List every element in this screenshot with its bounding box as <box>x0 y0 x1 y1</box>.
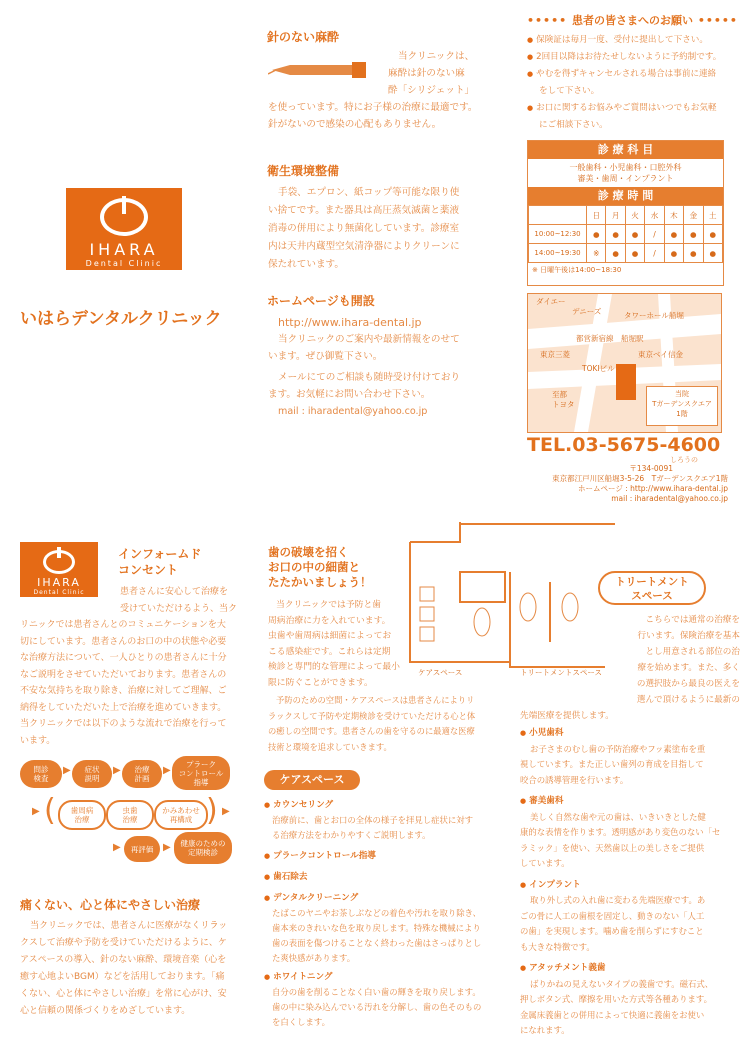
painless-text <box>20 918 252 1020</box>
fight-line: 周病治療に力を入れています。 <box>268 615 391 626</box>
map-label: 1階 <box>676 410 688 418</box>
day-cell: 土 <box>703 206 722 225</box>
homepage-line: います。ぜひ御覧下さい。 <box>268 351 383 362</box>
ic-line: な治療方法について、一人ひとりの患者さんに十分 <box>20 653 227 663</box>
mark-cell: ● <box>664 244 683 263</box>
fight-line: 当クリニックでは予防と歯 <box>276 600 382 610</box>
painless-line: くない、心と体にやさしい治療」を常に心がけ、安 <box>20 989 227 999</box>
fight-title-line: お口の中の細菌と <box>268 560 360 574</box>
treat-line: も大きな特徴です。 <box>520 941 595 952</box>
address: 東京都江戸川区船堀3-5-26 Tガーデンスクエア1階 <box>552 474 728 483</box>
treat-title <box>598 571 706 605</box>
fight-line: の癒しの空間です。患者さんの歯を守るのに最適な医療 <box>268 726 475 736</box>
care-head: ● デンタルクリーニング <box>264 891 500 906</box>
top-logo <box>66 188 182 270</box>
flow-step: 治療 計画 <box>122 760 162 788</box>
care-line: た爽快感があります。 <box>272 953 356 963</box>
map-label: ダイエー <box>536 297 566 306</box>
homepage-text <box>268 314 493 420</box>
map-label: TOKIビル <box>582 364 615 373</box>
needle-title: 針のない麻酔 <box>267 30 340 44</box>
notice-item: ● 保険証は毎月一度、受付に提出して下さい。 <box>527 32 737 49</box>
notice-item: ● お口に関するお悩みやご質問はいつでもお気軽 <box>527 100 737 117</box>
fight-line: 技術と環境を追求していきます。 <box>268 741 392 752</box>
arrow-right-icon: ▶ <box>222 806 230 817</box>
day-cell: 日 <box>587 206 606 225</box>
treat-intro-line: 先端医療を提供します。 <box>520 711 614 721</box>
day-cell: 水 <box>645 206 664 225</box>
day-cell: 木 <box>664 206 683 225</box>
treat-line: 視しています。また正しい歯列の育成を目指して <box>520 759 704 769</box>
painless-line: 当クリニックでは、患者さんに医療がなくリラッ <box>30 921 228 931</box>
treat-line: 美しく自然な歯や元の歯は、いきいきとした健 <box>530 811 706 822</box>
notice-item-cont: をして下さい。 <box>539 86 600 96</box>
mark-cell: ● <box>684 244 703 263</box>
flow-step: 症状 説明 <box>72 760 112 788</box>
fight-line: 虫歯や歯周病は細菌によってお <box>268 631 392 641</box>
care-line: 歯の中に染み込んでいる汚れを分解し、歯の色そのもの <box>272 1002 482 1012</box>
day-cell: 月 <box>606 206 625 225</box>
mark-cell: ● <box>703 244 722 263</box>
notice-item: ● 2回目以降はお待たせしないように予約制です。 <box>527 49 737 66</box>
flow-step: プラーク コントロール 指導 <box>172 756 230 790</box>
painless-line: アスペースの導入、針のない麻酔、環境音楽（心を <box>20 955 227 965</box>
logo-sub: Dental Clinic <box>85 259 163 268</box>
logo-sub: Dental Clinic <box>33 589 85 596</box>
treat-intro-line: こちらでは通常の治療を <box>645 615 740 625</box>
care-line: 歯本来のきれいな色を取り戻します。特殊な機械により <box>272 923 481 933</box>
map-label: 当院 <box>675 390 689 398</box>
treat-line: お子さまのむし歯の予防治療やフッ素塗布を重 <box>530 743 706 754</box>
logo-brand: IHARA <box>89 240 159 259</box>
treat-line: ラミック」を使い、天然歯以上の美しさをご提供 <box>520 842 705 853</box>
treat-head: ● 小児歯科 <box>520 726 742 742</box>
fight-title-line: たたかいましょう！ <box>268 575 372 589</box>
day-cell: 火 <box>625 206 644 225</box>
mark-cell: ● <box>664 225 683 244</box>
clinic-name: いはらデンタルクリニック <box>20 309 222 329</box>
time-cell: 10:00~12:30 <box>529 225 587 244</box>
mark-cell: ● <box>684 225 703 244</box>
care-head: ● カウンセリング <box>264 798 500 813</box>
logo-brand: IHARA <box>37 576 81 589</box>
homepage-url[interactable]: http://www.ihara-dental.jp <box>278 316 422 329</box>
mark-cell: ● <box>625 225 644 244</box>
hours-row <box>529 244 723 263</box>
fight-title-line: 歯の破壊を招く <box>268 545 349 559</box>
schedule-box <box>527 140 724 286</box>
fight-text-b <box>268 693 500 755</box>
ic-title-line: コンセント <box>118 563 179 577</box>
notice-item: ● やむを得ずキャンセルされる場合は事前に連絡 <box>527 66 737 83</box>
mark-cell: ● <box>625 244 644 263</box>
care-title: ケアスペース <box>264 770 360 790</box>
treat-line: ごの骨に人工の歯根を固定し、動きのない「人工 <box>520 910 705 921</box>
hours-corner <box>529 206 587 225</box>
treat-sections <box>520 726 742 1039</box>
needle-line: 酔「シリジェット」 <box>388 85 475 96</box>
hours-header-row <box>529 206 723 225</box>
care-line: 自分の歯を削ることなく白い歯の輝きを取り戻します。 <box>272 987 481 997</box>
hygiene-line: 手袋、エプロン、紙コップ等可能な限り使 <box>278 187 460 198</box>
arrow-right-icon: ▶ <box>163 765 171 776</box>
map-label: Tガーデンスクエア <box>652 400 712 408</box>
ic-line: 切にしています。患者さんのお口の中の状態や必要 <box>20 636 227 647</box>
ic-line: 当クリニックでは以下のような流れで治療を行って <box>20 719 227 729</box>
fight-line: 予防のための空間・ケアスペースは患者さんによりリ <box>276 695 475 705</box>
treat-line: 康的な表情を作ります。透明感があり変色のない「セ <box>520 827 721 837</box>
contact-homepage[interactable]: ホームページ : http://www.ihara-dental.jp <box>577 484 728 493</box>
arrow-right-icon: ▶ <box>113 842 121 853</box>
mark-cell: ● <box>703 225 722 244</box>
homepage-line: 当クリニックのご案内や最新情報をのせて <box>278 334 460 345</box>
hours-row <box>529 225 723 244</box>
flow-step: かみあわせ 再構成 <box>154 800 208 830</box>
hygiene-line: 内は天井内蔵型空気清浄器によりクリーンに <box>268 241 460 252</box>
mark-cell: ※ <box>587 244 606 263</box>
tel[interactable]: TEL.03-5675-4600 <box>527 434 721 456</box>
care-line: たばこのヤニやお茶しぶなどの着色や汚れを取り除き、 <box>272 908 482 918</box>
map-label: タワーホール船堀 <box>624 311 684 320</box>
homepage-mail[interactable]: mail : iharadental@yahoo.co.jp <box>278 406 428 417</box>
painless-line: 癒す心地よいBGM）などを活用しております。「痛 <box>20 972 225 982</box>
needle-line: 針がないので感染の心配もありません。 <box>268 119 442 130</box>
contact-mail[interactable]: mail : iharadental@yahoo.co.jp <box>611 494 728 503</box>
fight-line: ラックスして予防や定期検診を受けていただける心と体 <box>268 710 476 721</box>
postal: 〒134-0091 <box>629 464 673 473</box>
notice-list <box>527 32 737 134</box>
bracket-left: ( <box>44 793 56 828</box>
mark-cell: ● <box>606 244 625 263</box>
logo-mark-icon <box>43 550 75 574</box>
floor-care-label: ケアスペース <box>418 668 463 677</box>
care-head: ● プラークコントロール指導 <box>264 849 500 864</box>
mark-cell: / <box>645 225 664 244</box>
treat-intro-line: 選んで頂けるように最新の <box>636 695 740 705</box>
treat-intro <box>520 612 740 724</box>
arrow-right-icon: ▶ <box>163 842 171 853</box>
day-cell: 金 <box>684 206 703 225</box>
treat-line: になれます。 <box>520 1025 570 1035</box>
ic-line: 納得をしていただいた上で治療を進めていきます。 <box>20 702 227 713</box>
notice-item-cont: にご相談下さい。 <box>539 120 608 130</box>
shinryo-line1: 一般歯科・小児歯科・口腔外科 <box>569 163 682 172</box>
ic-line: リニックでは患者さんとのコミュニケーションを大 <box>20 620 226 630</box>
treat-title-line: スペース <box>631 590 673 602</box>
care-line: 歯の表面を傷つけることなく終わった歯はさっぱりとし <box>272 938 482 948</box>
treat-intro-line: とし用意される部位の治 <box>645 647 740 657</box>
map-label: デニーズ <box>572 307 602 316</box>
needle-line: を使っています。特にお子様の治療に最適です。 <box>268 102 478 113</box>
time-cell: 14:00~19:30 <box>529 244 587 263</box>
flow-step: 虫歯 治療 <box>106 800 154 830</box>
treat-intro-line: の選択肢から最良の医えを <box>636 679 740 689</box>
arrow-right-icon: ▶ <box>32 806 40 817</box>
arrow-right-icon: ▶ <box>63 765 71 776</box>
treat-head: ● 審美歯科 <box>520 794 742 810</box>
hours-title: 診 療 時 間 <box>528 187 723 205</box>
homepage-line: メールにてのご相談も随時受け付けており <box>278 372 461 383</box>
floor-treat-label: トリートメントスペース <box>520 668 602 677</box>
care-line: 治療前に、歯とお口の全体の様子を拝見し症状に対す <box>272 815 473 825</box>
treat-intro-line: 療を始めます。また、多く <box>637 663 740 673</box>
hygiene-line: い捨てです。また器具は高圧蒸気滅菌と薬液 <box>268 205 460 216</box>
tel-reading: しろうの <box>670 456 698 464</box>
hygiene-line: 保たれています。 <box>268 259 344 270</box>
ic-line: なご説明をさせていただいております。患者さんの <box>20 669 227 680</box>
flow-step: 歯周病 治療 <box>58 800 106 830</box>
homepage-line: ます。お気軽にお問い合わせ下さい。 <box>268 389 431 400</box>
map-label: 東京三菱 <box>540 350 570 359</box>
ic-line: 不安な気持ちを取り除き、治療に対してご理解、ご <box>20 686 227 696</box>
mark-cell: / <box>645 244 664 263</box>
care-line: る治療方法をわかりやすくご説明します。 <box>272 830 431 840</box>
treat-line: 咬合の誘導管理を行います。 <box>520 774 629 785</box>
notice-title: ••••• 患者の皆さまへのお願い ••••• <box>527 14 738 27</box>
map-clinic-box <box>646 386 718 426</box>
logo-mark-icon <box>100 198 148 236</box>
needle-text <box>268 48 478 133</box>
painless-line: クスして治療や予防を受けていただけるように、ケ <box>20 938 227 948</box>
notice-title-text: 患者の皆さまへのお願い <box>571 14 693 27</box>
ic-line: 受けていただけるよう、当ク <box>120 603 238 614</box>
treat-line: の歯」を実現します。噛め歯を削らずにすむこと <box>520 926 704 936</box>
shinryo-line2: 審美・歯周・インプラント <box>577 174 674 183</box>
contact-block <box>528 464 728 504</box>
fight-line: 検診と専門的な管理によって最小 <box>268 662 400 672</box>
care-line: を白くします。 <box>272 1017 330 1027</box>
flow-step: 問診 検査 <box>20 760 62 788</box>
map-label: トヨタ <box>552 400 575 409</box>
painless-title: 痛くない、心と体にやさしい治療 <box>20 898 201 912</box>
ic-line: 患者さんに安心して治療を <box>120 587 229 597</box>
care-sections <box>264 798 500 1030</box>
map-label: 東京ベイ信金 <box>638 350 683 359</box>
hygiene-line: 消毒の併用により無菌化しています。診療室 <box>268 223 460 234</box>
care-head: ● 歯石除去 <box>264 870 500 885</box>
treat-head: ● インプラント <box>520 878 742 894</box>
needle-line: 当クリニックは、 <box>398 51 475 62</box>
bracket-right: ) <box>206 793 218 828</box>
care-head: ● ホワイトニング <box>264 970 500 985</box>
ic-title-line: インフォームド <box>118 547 202 561</box>
mark-cell: ● <box>606 225 625 244</box>
fight-line: 限に防ぐことができます。 <box>268 677 373 688</box>
arrow-right-icon: ▶ <box>113 765 121 776</box>
flow-step: 健康のための 定期検診 <box>174 832 232 864</box>
hygiene-title: 衛生環境整備 <box>267 164 340 178</box>
hours-note: ※ 日曜午後は14:00~18:30 <box>532 266 622 274</box>
shinryo-title: 診 療 科 目 <box>528 141 723 159</box>
treat-line: しています。 <box>520 858 570 868</box>
flow-step: 再評価 <box>124 836 160 862</box>
hygiene-text <box>268 184 488 274</box>
access-map <box>527 293 722 433</box>
treat-line: 取り外し式の入れ歯に変わる先端医療です。あ <box>530 895 706 905</box>
needle-line: 麻酔は針のない麻 <box>388 68 465 79</box>
ic-text <box>20 584 250 749</box>
homepage-title: ホームページも開設 <box>267 294 375 308</box>
treat-title-line: トリートメント <box>615 576 689 588</box>
treat-intro-line: 行います。保険治療を基本 <box>637 631 740 641</box>
ic-line: います。 <box>20 735 56 746</box>
painless-line: 心と信頼の関係づくりをめざしています。 <box>20 1006 191 1016</box>
map-label: 至都 <box>552 390 567 399</box>
map-label: 都営新宿線 船堀駅 <box>576 334 644 343</box>
ic-title <box>118 546 201 578</box>
treat-line: ばりかねの見えないタイプの義歯です。磁石式、 <box>530 978 714 989</box>
hours-table <box>528 205 723 263</box>
treat-line: 押しボタン式、摩擦を用いた方式等各種あります。 <box>520 994 712 1004</box>
fight-line: こる感染症です。これらは定期 <box>268 646 391 657</box>
fight-title <box>268 545 372 590</box>
treat-line: 金属床義歯との併用によって快適に義歯をお使い <box>520 1009 705 1020</box>
mark-cell: ● <box>587 225 606 244</box>
treat-head: ● アタッチメント義歯 <box>520 961 742 977</box>
